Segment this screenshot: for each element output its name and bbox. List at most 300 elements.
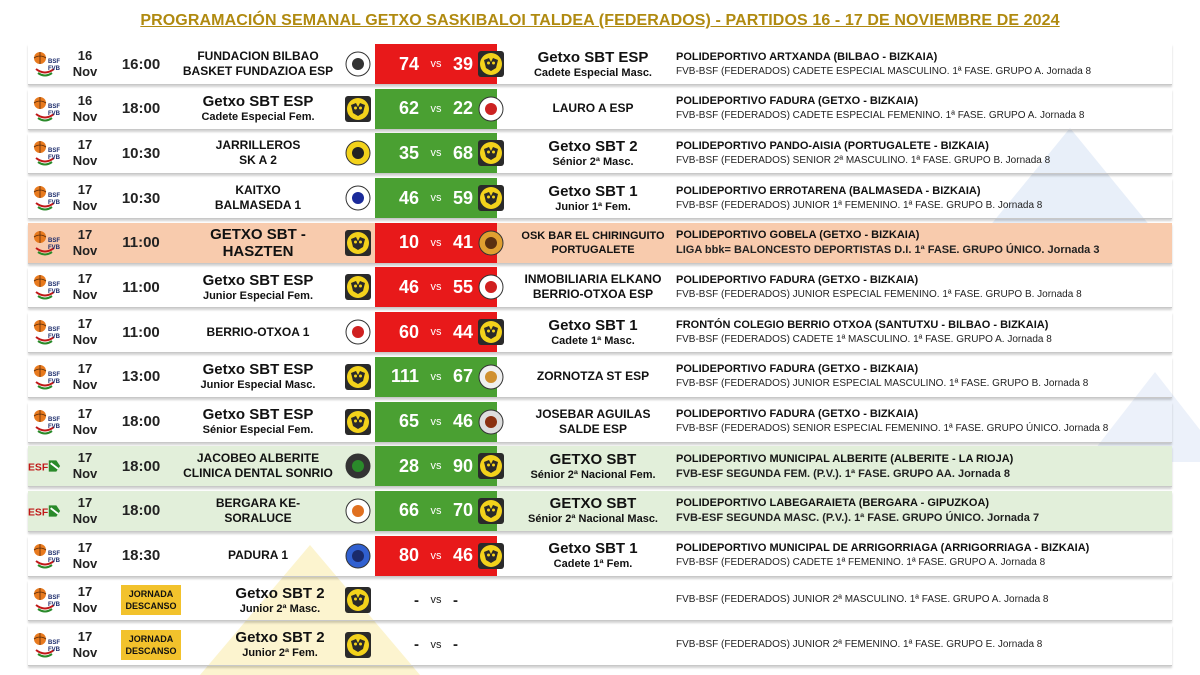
bsf-logo-icon bbox=[28, 580, 62, 620]
home-score: 46 bbox=[398, 187, 419, 208]
venue-name: POLIDEPORTIVO FADURA (GETXO - BIZKAIA) bbox=[676, 408, 919, 420]
home-score: 74 bbox=[398, 53, 419, 74]
competition-info: FVB-BSF (FEDERADOS) JUNIOR 2ª FEMENINO. 1ª FASE. GRUPO E. Jornada 8 bbox=[676, 638, 1043, 650]
competition-info: FVB-ESF SEGUNDA FEM. (P.V.). 1ª FASE. GRUPO AA. Jornada 8 bbox=[676, 467, 1010, 480]
svg-text:FVB: FVB bbox=[48, 378, 60, 385]
away-team-name: Getxo SBT 1 bbox=[548, 182, 638, 200]
date-day: 17 bbox=[77, 450, 93, 466]
away-team bbox=[513, 267, 673, 307]
svg-text:BSF: BSF bbox=[48, 59, 60, 65]
date-day: 17 bbox=[77, 628, 93, 644]
away-team bbox=[513, 536, 673, 576]
svg-text:BSF: BSF bbox=[48, 639, 60, 646]
away-score: 90 bbox=[453, 455, 474, 476]
match-time: 18:30 bbox=[121, 547, 161, 565]
home-team bbox=[178, 267, 338, 307]
match-row bbox=[28, 223, 1172, 264]
match-score bbox=[375, 625, 497, 665]
home-team-name: Getxo SBT ESP bbox=[202, 406, 314, 423]
rest-day-badge bbox=[108, 625, 194, 665]
competition-info: FVB-BSF (FEDERADOS) JUNIOR ESPECIAL MASCULINO. 1ª FASE. GRUPO B. Jornada 8 bbox=[676, 378, 1089, 390]
away-team-category: Cadete 1ª Masc. bbox=[551, 334, 635, 347]
home-team-name: Getxo SBT ESP bbox=[202, 93, 314, 111]
home-team-category: Junior Especial Fem. bbox=[202, 289, 314, 302]
bsf-logo-icon bbox=[28, 133, 62, 173]
match-venue bbox=[676, 178, 1172, 218]
home-team-category: BASKET FUNDAZIOA ESP bbox=[182, 64, 334, 78]
competition-info: FVB-BSF (FEDERADOS) SENIOR ESPECIAL FEMENINO. 1ª FASE. GRUPO ÚNICO. Jornada 8 bbox=[676, 423, 1109, 434]
svg-text:FVB: FVB bbox=[48, 110, 60, 117]
svg-text:FVB: FVB bbox=[48, 66, 60, 72]
home-team-logo-icon bbox=[340, 446, 376, 486]
home-team-logo-icon bbox=[340, 133, 376, 173]
home-team-logo-icon bbox=[340, 178, 376, 218]
match-time: 18:00 bbox=[121, 413, 161, 430]
away-team-name: Getxo SBT 1 bbox=[548, 540, 638, 558]
home-team bbox=[178, 357, 338, 397]
match-venue bbox=[676, 580, 1172, 620]
home-team-name: PADURA 1 bbox=[227, 548, 288, 563]
competition-info: FVB-BSF (FEDERADOS) CADETE 1ª FEMENINO. 1ª FASE. GRUPO A. Jornada 8 bbox=[676, 557, 1046, 569]
svg-text:FVB: FVB bbox=[48, 289, 60, 296]
match-time: 10:30 bbox=[121, 144, 161, 162]
match-score bbox=[375, 580, 497, 620]
home-team bbox=[178, 402, 338, 442]
svg-text:BSF: BSF bbox=[48, 148, 60, 155]
venue-name: POLIDEPORTIVO GOBELA (GETXO - BIZKAIA) bbox=[676, 229, 920, 242]
home-score: 10 bbox=[398, 232, 419, 253]
rest-label-1: JORNADA bbox=[128, 633, 174, 644]
match-date bbox=[66, 89, 104, 129]
svg-text:FVB: FVB bbox=[48, 557, 60, 564]
away-team-name: LAURO A ESP bbox=[552, 101, 634, 116]
getxo-logo-icon bbox=[473, 312, 509, 352]
match-venue bbox=[676, 625, 1172, 665]
date-day: 17 bbox=[77, 539, 93, 555]
home-score: 65 bbox=[398, 411, 419, 431]
date-day: 16 bbox=[77, 48, 93, 63]
date-month: Nov bbox=[72, 242, 98, 258]
away-team-name: Getxo SBT 2 bbox=[548, 137, 638, 155]
away-score: 22 bbox=[453, 98, 474, 119]
away-score: 59 bbox=[453, 187, 474, 208]
away-team bbox=[513, 357, 673, 397]
bsf-logo-icon bbox=[28, 44, 62, 84]
match-date bbox=[66, 178, 104, 218]
vs-label: vs bbox=[430, 504, 442, 517]
match-venue bbox=[676, 223, 1172, 263]
home-team bbox=[200, 580, 360, 620]
date-month: Nov bbox=[72, 376, 98, 392]
match-venue bbox=[676, 357, 1172, 397]
venue-name: POLIDEPORTIVO ERROTARENA (BALMASEDA - BIZKAIA) bbox=[676, 184, 981, 197]
date-month: Nov bbox=[72, 198, 98, 214]
svg-text:FVB: FVB bbox=[48, 423, 60, 430]
svg-text:BSF: BSF bbox=[48, 193, 60, 200]
away-score: 39 bbox=[453, 53, 474, 74]
home-team-category: Junior 2ª Fem. bbox=[242, 647, 318, 660]
away-team-name: OSK BAR EL CHIRINGUITO bbox=[521, 229, 665, 242]
venue-name: POLIDEPORTIVO FADURA (GETXO - BIZKAIA) bbox=[676, 363, 919, 376]
home-team-category: Sénior Especial Fem. bbox=[202, 424, 314, 436]
home-team-name: FUNDACION BILBAO bbox=[197, 49, 319, 63]
competition-info: FVB-BSF (FEDERADOS) CADETE ESPECIAL MASCULINO. 1ª FASE. GRUPO A. Jornada 8 bbox=[676, 65, 1092, 77]
away-score: 68 bbox=[453, 142, 474, 163]
vs-label: vs bbox=[430, 415, 442, 428]
getxo-logo-icon bbox=[340, 357, 376, 397]
home-team-category: BALMASEDA 1 bbox=[214, 198, 302, 213]
home-team-category: HASZTEN bbox=[222, 242, 294, 260]
home-team-name: JACOBEO ALBERITE bbox=[196, 451, 320, 466]
venue-name: FRONTÓN COLEGIO BERRIO OTXOA (SANTUTXU - BILBAO - BIZKAIA) bbox=[676, 318, 1049, 331]
svg-text:BSF: BSF bbox=[48, 282, 60, 289]
home-team-name: Getxo SBT 2 bbox=[235, 584, 325, 602]
date-day: 17 bbox=[77, 137, 93, 153]
match-date bbox=[66, 580, 104, 620]
away-team-name: INMOBILIARIA ELKANO bbox=[524, 272, 662, 287]
vs-label: vs bbox=[430, 281, 442, 294]
match-row bbox=[28, 133, 1172, 174]
venue-name: POLIDEPORTIVO FADURA (GETXO - BIZKAIA) bbox=[676, 273, 919, 286]
svg-text:FVB: FVB bbox=[48, 155, 60, 162]
date-month: Nov bbox=[72, 644, 98, 660]
home-team bbox=[200, 625, 360, 665]
home-team-name: Getxo SBT ESP bbox=[202, 361, 314, 379]
bsf-logo-icon bbox=[28, 625, 62, 665]
match-date bbox=[66, 267, 104, 307]
venue-name: POLIDEPORTIVO MUNICIPAL ALBERITE (ALBERITE - LA RIOJA) bbox=[676, 452, 1014, 465]
page-title: PROGRAMACIÓN SEMANAL GETXO SASKIBALOI TALDEA (FEDERADOS) - PARTIDOS 16 - 17 DE NOVIEMBRE DE 2024 bbox=[140, 12, 1060, 29]
home-team bbox=[178, 44, 338, 84]
away-team bbox=[513, 312, 673, 352]
away-score: 55 bbox=[453, 276, 474, 297]
away-team bbox=[513, 89, 673, 129]
date-day: 17 bbox=[77, 316, 93, 332]
rest-label-1: JORNADA bbox=[128, 589, 174, 600]
away-team-category: Junior 1ª Fem. bbox=[555, 200, 631, 213]
match-venue bbox=[676, 446, 1172, 486]
home-score: - bbox=[414, 636, 419, 654]
match-row bbox=[28, 89, 1172, 130]
match-time: 18:00 bbox=[121, 457, 161, 475]
home-team-category: SORALUCE bbox=[224, 510, 292, 525]
away-team-name: ZORNOTZA ST ESP bbox=[536, 369, 650, 384]
match-date bbox=[66, 536, 104, 576]
competition-info: FVB-BSF (FEDERADOS) JUNIOR 1ª FEMENINO. 1ª FASE. GRUPO B. Jornada 8 bbox=[676, 199, 1043, 211]
rest-day-label bbox=[121, 585, 180, 615]
away-team bbox=[513, 446, 673, 486]
away-team-category: Sénior 2ª Nacional Masc. bbox=[527, 513, 658, 526]
home-team-category: Cadete Especial Fem. bbox=[201, 111, 315, 124]
svg-text:FVB: FVB bbox=[48, 200, 60, 207]
match-date bbox=[66, 44, 104, 84]
away-score: 70 bbox=[453, 500, 474, 521]
match-date bbox=[66, 312, 104, 352]
competition-info: FVB-BSF (FEDERADOS) SENIOR 2ª MASCULINO. 1ª FASE. GRUPO B. Jornada 8 bbox=[676, 154, 1051, 166]
away-score: - bbox=[453, 591, 458, 609]
score-box bbox=[375, 580, 497, 620]
date-month: Nov bbox=[72, 510, 98, 526]
match-list bbox=[28, 44, 1172, 670]
match-venue bbox=[676, 312, 1172, 352]
getxo-logo-icon bbox=[473, 446, 509, 486]
vs-label: vs bbox=[430, 594, 442, 607]
match-row bbox=[28, 446, 1172, 487]
away-team-category: BERRIO-OTXOA ESP bbox=[532, 287, 654, 302]
match-venue bbox=[676, 402, 1172, 442]
venue-name: POLIDEPORTIVO MUNICIPAL DE ARRIGORRIAGA (ARRIGORRIAGA - BIZKAIA) bbox=[676, 542, 1090, 555]
vs-label: vs bbox=[430, 147, 442, 160]
away-team bbox=[513, 44, 673, 84]
getxo-logo-icon bbox=[473, 178, 509, 218]
home-team bbox=[178, 446, 338, 486]
date-month: Nov bbox=[72, 600, 98, 616]
away-score: 41 bbox=[453, 232, 474, 253]
bsf-logo-icon bbox=[28, 223, 62, 263]
bsf-logo-icon bbox=[28, 357, 62, 397]
venue-name: POLIDEPORTIVO ARTXANDA (BILBAO - BIZKAIA) bbox=[676, 50, 938, 63]
rest-day-badge bbox=[108, 580, 194, 620]
home-team bbox=[178, 133, 338, 173]
away-score: 67 bbox=[453, 366, 474, 387]
away-team-name: Getxo SBT 1 bbox=[548, 316, 638, 334]
match-time: 10:30 bbox=[121, 189, 161, 207]
match-venue bbox=[676, 133, 1172, 173]
competition-info: LIGA bbk= BALONCESTO DEPORTISTAS D.I. 1ª FASE. GRUPO ÚNICO. Jornada 3 bbox=[676, 244, 1100, 257]
match-venue bbox=[676, 491, 1172, 531]
home-team-category: CLINICA DENTAL SONRIO bbox=[183, 466, 333, 481]
match-time: 11:00 bbox=[122, 278, 160, 296]
date-day: 17 bbox=[77, 271, 93, 287]
match-time: 11:00 bbox=[122, 234, 160, 252]
match-venue bbox=[676, 44, 1172, 84]
away-team-logo-icon bbox=[473, 267, 509, 307]
away-team-category: Sénior 2ª Masc. bbox=[552, 155, 634, 168]
match-venue bbox=[676, 89, 1172, 129]
score-box bbox=[375, 625, 497, 665]
vs-label: vs bbox=[430, 58, 442, 70]
date-month: Nov bbox=[72, 466, 98, 482]
away-team-name: JOSEBAR AGUILAS bbox=[535, 406, 651, 421]
esf-logo-icon bbox=[28, 446, 62, 486]
getxo-logo-icon bbox=[340, 267, 376, 307]
away-team bbox=[513, 133, 673, 173]
getxo-logo-icon bbox=[473, 133, 509, 173]
match-date bbox=[66, 625, 104, 665]
away-score: 46 bbox=[453, 545, 474, 566]
venue-name: POLIDEPORTIVO PANDO-AISIA (PORTUGALETE - BIZKAIA) bbox=[676, 139, 989, 152]
svg-text:BSF: BSF bbox=[48, 371, 60, 378]
competition-info: FVB-BSF (FEDERADOS) JUNIOR ESPECIAL FEMENINO. 1ª FASE. GRUPO B. Jornada 8 bbox=[676, 288, 1082, 300]
home-team-category: Junior Especial Masc. bbox=[200, 379, 316, 392]
bsf-logo-icon bbox=[28, 178, 62, 218]
date-day: 17 bbox=[77, 226, 93, 242]
match-time: 13:00 bbox=[121, 368, 161, 386]
home-team-logo-icon bbox=[340, 491, 376, 531]
svg-text:BSF: BSF bbox=[48, 416, 60, 423]
match-time: 16:00 bbox=[121, 55, 161, 73]
match-date bbox=[66, 446, 104, 486]
away-team-logo-icon bbox=[473, 223, 509, 263]
vs-label: vs bbox=[430, 549, 442, 562]
vs-label: vs bbox=[430, 192, 442, 205]
home-team-logo-icon bbox=[340, 536, 376, 576]
date-month: Nov bbox=[72, 64, 98, 79]
bsf-logo-icon bbox=[28, 402, 62, 442]
home-team-category: Junior 2ª Masc. bbox=[239, 602, 321, 615]
svg-text:FVB: FVB bbox=[48, 646, 60, 653]
date-day: 17 bbox=[77, 494, 93, 510]
date-day: 17 bbox=[77, 584, 93, 600]
vs-label: vs bbox=[430, 460, 442, 473]
match-row bbox=[28, 178, 1172, 219]
bsf-logo-icon bbox=[28, 312, 62, 352]
svg-text:FVB: FVB bbox=[48, 244, 60, 251]
home-team-name: GETXO SBT - bbox=[210, 225, 306, 243]
venue-name: POLIDEPORTIVO FADURA (GETXO - BIZKAIA) bbox=[676, 95, 919, 108]
date-day: 17 bbox=[77, 182, 93, 198]
rest-day-label bbox=[121, 630, 180, 660]
match-venue bbox=[676, 267, 1172, 307]
away-score: 44 bbox=[453, 321, 474, 342]
svg-text:FVB: FVB bbox=[48, 334, 60, 341]
home-team bbox=[178, 312, 338, 352]
away-score: - bbox=[453, 636, 458, 654]
getxo-logo-icon bbox=[340, 89, 376, 129]
away-team bbox=[513, 223, 673, 263]
vs-label: vs bbox=[430, 236, 442, 249]
away-team bbox=[513, 402, 673, 442]
match-row bbox=[28, 402, 1172, 443]
getxo-logo-icon bbox=[340, 580, 376, 620]
home-team-name: Getxo SBT 2 bbox=[235, 629, 325, 647]
match-row bbox=[28, 580, 1172, 621]
svg-text:BSF: BSF bbox=[48, 327, 60, 334]
match-row bbox=[28, 267, 1172, 308]
bsf-logo-icon bbox=[28, 267, 62, 307]
getxo-logo-icon bbox=[473, 536, 509, 576]
home-team bbox=[178, 178, 338, 218]
home-score: - bbox=[414, 591, 419, 609]
match-row bbox=[28, 536, 1172, 577]
getxo-logo-icon bbox=[340, 625, 376, 665]
match-date bbox=[66, 223, 104, 263]
date-day: 17 bbox=[77, 405, 93, 421]
date-month: Nov bbox=[72, 555, 98, 571]
match-time: 18:00 bbox=[121, 502, 161, 520]
away-team-logo-icon bbox=[473, 89, 509, 129]
competition-info: FVB-BSF (FEDERADOS) JUNIOR 2ª MASCULINO. 1ª FASE. GRUPO A. Jornada 8 bbox=[676, 594, 1049, 606]
away-team-category: Sénior 2ª Nacional Fem. bbox=[530, 468, 656, 481]
match-row bbox=[28, 625, 1172, 666]
match-date bbox=[66, 357, 104, 397]
home-team-category: SK A 2 bbox=[239, 153, 277, 168]
match-time: 18:00 bbox=[121, 100, 161, 118]
home-team-name: Getxo SBT ESP bbox=[202, 271, 314, 289]
match-date bbox=[66, 491, 104, 531]
away-team-category: Cadete Especial Masc. bbox=[533, 66, 652, 79]
rest-label-2: DESCANSO bbox=[125, 601, 177, 612]
date-day: 17 bbox=[77, 360, 93, 376]
getxo-logo-icon bbox=[473, 44, 509, 84]
rest-label-2: DESCANSO bbox=[125, 645, 177, 656]
away-team-logo-icon bbox=[473, 357, 509, 397]
home-team-name: BERRIO-OTXOA 1 bbox=[206, 324, 310, 339]
date-day: 16 bbox=[77, 92, 93, 108]
match-row bbox=[28, 491, 1172, 532]
date-month: Nov bbox=[72, 153, 98, 169]
svg-text:BSF: BSF bbox=[48, 550, 60, 557]
home-score: 80 bbox=[398, 545, 419, 566]
away-team bbox=[513, 178, 673, 218]
home-team bbox=[178, 536, 338, 576]
away-team-category: Cadete 1ª Fem. bbox=[553, 558, 633, 571]
home-team-name: JARRILLEROS bbox=[215, 138, 301, 153]
home-team-logo-icon bbox=[340, 44, 376, 84]
away-team-name: GETXO SBT bbox=[549, 450, 637, 468]
home-team bbox=[178, 89, 338, 129]
competition-info: FVB-BSF (FEDERADOS) CADETE 1ª MASCULINO. 1ª FASE. GRUPO A. Jornada 8 bbox=[676, 333, 1052, 345]
date-month: Nov bbox=[72, 287, 98, 303]
svg-text:BSF: BSF bbox=[48, 103, 60, 110]
competition-info: FVB-BSF (FEDERADOS) CADETE ESPECIAL FEMENINO. 1ª FASE. GRUPO A. Jornada 8 bbox=[676, 110, 1085, 122]
home-score: 46 bbox=[398, 276, 419, 297]
home-team-name: KAITXO bbox=[235, 183, 281, 198]
vs-label: vs bbox=[430, 370, 442, 383]
date-month: Nov bbox=[72, 332, 98, 348]
home-score: 62 bbox=[398, 98, 419, 119]
svg-text:ESF: ESF bbox=[28, 507, 49, 519]
away-team-logo-icon bbox=[473, 402, 509, 442]
match-row bbox=[28, 44, 1172, 85]
competition-info: FVB-ESF SEGUNDA MASC. (P.V.). 1ª FASE. GRUPO ÚNICO. Jornada 7 bbox=[676, 512, 1040, 525]
home-score: 66 bbox=[398, 500, 419, 521]
away-team-category: PORTUGALETE bbox=[551, 243, 635, 256]
match-date bbox=[66, 133, 104, 173]
vs-label: vs bbox=[430, 326, 442, 339]
away-team-category: SALDE ESP bbox=[558, 421, 627, 436]
esf-logo-icon bbox=[28, 491, 62, 531]
svg-text:FVB: FVB bbox=[48, 602, 60, 609]
date-month: Nov bbox=[72, 108, 98, 124]
home-team bbox=[178, 491, 338, 531]
match-time: 11:00 bbox=[122, 323, 160, 341]
svg-text:BSF: BSF bbox=[48, 237, 60, 244]
home-team bbox=[178, 223, 338, 263]
bsf-logo-icon bbox=[28, 536, 62, 576]
match-venue bbox=[676, 536, 1172, 576]
getxo-logo-icon bbox=[340, 223, 376, 263]
home-team-logo-icon bbox=[340, 312, 376, 352]
home-score: 111 bbox=[390, 366, 419, 387]
match-row bbox=[28, 312, 1172, 353]
away-team bbox=[513, 491, 673, 531]
vs-label: vs bbox=[430, 638, 442, 651]
bsf-logo-icon bbox=[28, 89, 62, 129]
vs-label: vs bbox=[430, 102, 442, 115]
getxo-logo-icon bbox=[473, 491, 509, 531]
getxo-logo-icon bbox=[340, 402, 376, 442]
svg-text:ESF: ESF bbox=[28, 462, 49, 474]
date-month: Nov bbox=[72, 421, 98, 437]
home-score: 60 bbox=[398, 321, 419, 342]
away-team-name: GETXO SBT bbox=[549, 495, 637, 513]
match-row bbox=[28, 357, 1172, 398]
home-score: 28 bbox=[398, 455, 419, 476]
away-team-name: Getxo SBT ESP bbox=[537, 48, 649, 66]
home-score: 35 bbox=[398, 142, 419, 163]
away-score: 46 bbox=[453, 411, 474, 431]
